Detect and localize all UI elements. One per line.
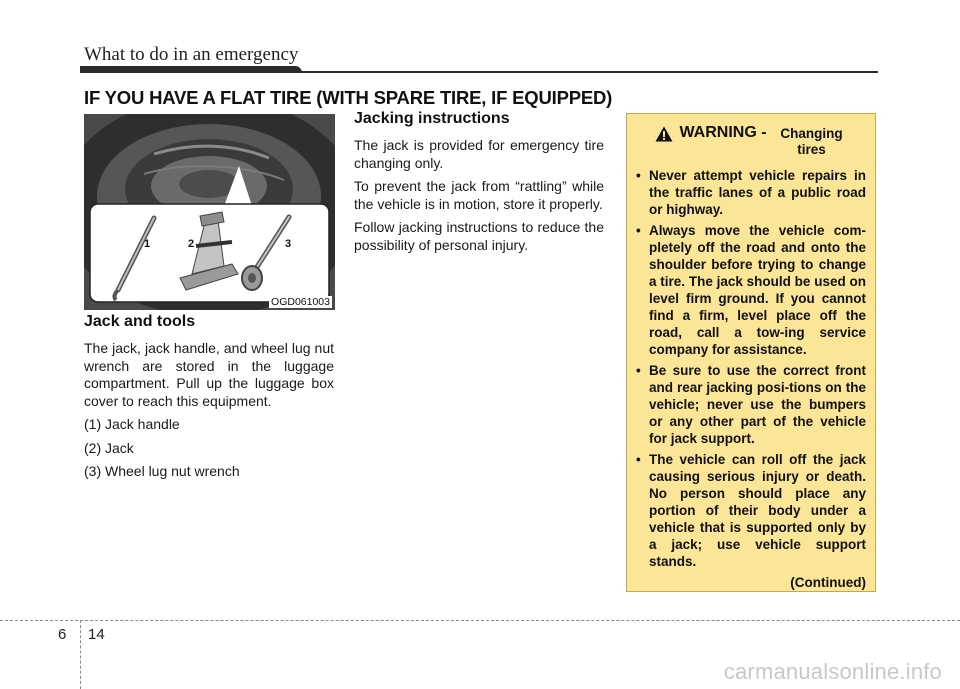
warning-subtitle: Changing tires <box>780 126 843 157</box>
continued-note: (Continued) <box>790 575 866 590</box>
warning-item: • The vehicle can roll off the jack causing serious injury or death. No person should place any portion of their body under a vehicle that is supported only by a jack; use vehicle support stands. <box>636 452 866 569</box>
jack-tools-illustration <box>84 114 335 310</box>
footer-divider <box>0 620 960 621</box>
callout-2: 2 <box>188 238 195 250</box>
jacking-paragraph-3: Follow jacking instructions to reduce the possibility of personal injury. <box>354 219 604 253</box>
jack-and-tools-section <box>84 313 334 487</box>
warning-box <box>626 113 876 592</box>
chapter-number: 6 <box>58 626 67 643</box>
warning-list <box>636 167 866 570</box>
bullet-icon: • <box>636 452 641 467</box>
callout-3: 3 <box>285 238 292 250</box>
tool-item-2: (2) Jack <box>84 439 134 456</box>
jack-and-tools-heading: Jack and tools <box>84 313 196 330</box>
jack-and-tools-body: The jack, jack handle, and wheel lug nut wrench are stored in the luggage compartment. Pull up the luggage box cover to reach this equipment. <box>84 340 334 409</box>
warning-item: • Always move the vehicle com-pletely off the road and onto the shoulder before trying to change a tire. The jack should be used on level firm ground. If you cannot find a firm, level place off the road, call a tow-ing service company for assistance. <box>636 223 866 357</box>
watermark: carmanualsonline.info <box>723 659 942 684</box>
section-header: What to do in an emergency <box>84 44 299 65</box>
jacking-instructions-section <box>354 110 604 260</box>
header-rule <box>80 71 878 73</box>
warning-triangle-icon <box>655 126 673 142</box>
page-title: IF YOU HAVE A FLAT TIRE (WITH SPARE TIRE, IF EQUIPPED) <box>84 87 613 108</box>
page-number: 14 <box>88 626 105 643</box>
bullet-icon: • <box>636 168 641 183</box>
warning-title <box>642 124 866 158</box>
warning-item: • Never attempt vehicle repairs in the traffic lanes of a public road or highway. <box>636 168 866 217</box>
jacking-instructions-heading: Jacking instructions <box>354 110 510 127</box>
bullet-icon: • <box>636 363 641 378</box>
tool-item-3: (3) Wheel lug nut wrench <box>84 463 240 479</box>
jacking-paragraph-2: To prevent the jack from “rattling” while the vehicle is in motion, store it properly. <box>354 178 604 212</box>
warning-label: WARNING - <box>679 124 767 141</box>
jacking-paragraph-1: The jack is provided for emergency tire changing only. <box>354 137 604 171</box>
jack-tools-figure <box>84 114 335 310</box>
warning-item: • Be sure to use the correct front and rear jacking posi-tions on the vehicle; never use the bumpers or any other part of the vehicle for jack support. <box>636 363 866 446</box>
bullet-icon: • <box>636 223 641 238</box>
footer-vertical-divider <box>80 620 81 689</box>
tool-item-1: (1) Jack handle <box>84 416 180 432</box>
figure-code: OGD061003 <box>271 296 330 308</box>
callout-1: 1 <box>144 238 151 250</box>
